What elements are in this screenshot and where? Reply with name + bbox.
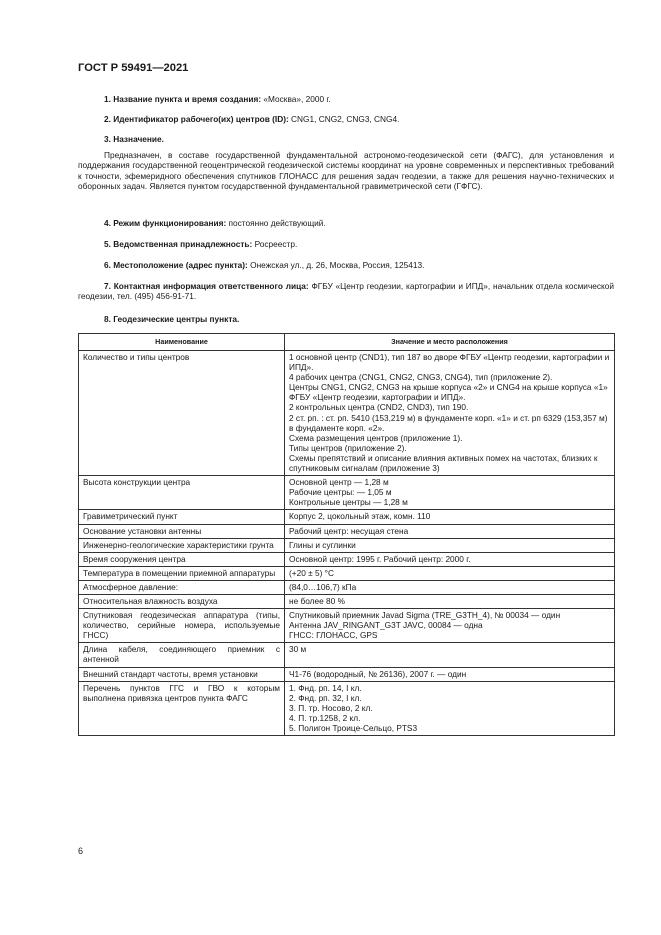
row-value-cell xyxy=(285,580,615,594)
value-line: Антенна JAV_RINGANT_G3T JAVC, 00084 — одна xyxy=(289,620,483,631)
row-name-cell: Гравиметрический пункт xyxy=(79,510,285,524)
value-line: Спутниковый приемник Javad Sigma (TRE_G3TH_4), № 00034 — один xyxy=(289,610,561,621)
value-line: (84,0…106,7) кПа xyxy=(289,581,357,592)
table-row xyxy=(79,566,615,580)
value-line: Основной центр — 1,28 м xyxy=(289,477,389,488)
value-line: Рабочие центры: — 1,05 м xyxy=(289,487,392,498)
value-line: Центры CNG1, CNG2, CNG3 на крыше корпуса «2» и CNG4 на крыше корпуса «1» ФГБУ «Центр геодезии, картографии и ИПД». xyxy=(289,382,608,403)
row-name-cell: Относительная влажность воздуха xyxy=(79,594,285,608)
row-value-cell xyxy=(285,609,615,643)
value-line: Основной центр: 1995 г. Рабочий центр: 2000 г. xyxy=(289,553,471,564)
section-4 xyxy=(78,218,614,228)
value-line: Типы центров (приложение 2). xyxy=(289,442,407,453)
value-line: 2 ст. рп. : ст. рп. 5410 (153,219 м) в фундаменте корп. «1» и ст. рп 6329 (153,357 м) в фундаменте корп. «2». xyxy=(289,412,608,433)
table-row xyxy=(79,524,615,538)
section-text: постоянно действующий. xyxy=(226,218,326,228)
section-text: «Москва», 2000 г. xyxy=(261,94,331,104)
row-name-cell: Температура в помещении приемной аппаратуры xyxy=(79,566,285,580)
row-value-cell xyxy=(285,538,615,552)
value-line: 2 контрольных центра (CND2, CND3), тип 190. xyxy=(289,402,469,413)
section-heading: 6. Местоположение (адрес пункта): xyxy=(104,260,248,270)
value-line: 4. П. тр.1258, 2 кл. xyxy=(289,712,361,723)
value-line: 1 основной центр (CND1), тип 187 во дворе ФГБУ «Центр геодезии, картографии и ИПД». xyxy=(289,352,610,373)
table-row xyxy=(79,552,615,566)
row-name-cell: Основание установки антенны xyxy=(79,524,285,538)
row-value-cell xyxy=(285,476,615,510)
row-name-cell: Спутниковая геодезическая аппаратура (типы, количество, серийные номера, используемые ГНСС) xyxy=(79,609,285,643)
table-row xyxy=(79,667,615,681)
section-2 xyxy=(78,114,614,124)
value-line: Глины и суглинки xyxy=(289,539,356,550)
table-row xyxy=(79,510,615,524)
paragraph-text: Предназначен, в составе государственной фундаментальной астрономо-геодезической сети (ФАГС), для установления и поддержания государственной геоцентрической геодезической системы координат на уровне современных и перспективных требований к точности, эфемеридного обеспечения спутников ГЛОНАСС для решения задач геодезии, а также для решения научно-технических и оборонных задач. Является пунктом государственной фундаментальной гравиметрической сети (ГФГС). xyxy=(78,150,614,191)
section-5 xyxy=(78,239,614,249)
row-name-cell: Инженерно-геологические характеристики грунта xyxy=(79,538,285,552)
section-heading: 5. Ведомственная принадлежность: xyxy=(104,239,253,249)
table-body xyxy=(79,351,615,736)
table-row xyxy=(79,580,615,594)
value-line: ГНСС: ГЛОНАСС, GPS xyxy=(289,630,378,641)
value-line: Схемы препятствий и описание влияния активных помех на частотах, близких к спутниковым сигналам (приложение 3) xyxy=(289,452,598,474)
table-row xyxy=(79,538,615,552)
section-heading: 2. Идентификатор рабочего(их) центров (ID): xyxy=(104,114,289,124)
section-3 xyxy=(78,134,614,144)
row-name-cell: Длина кабеля, соединяющего приемник с антенной xyxy=(79,643,285,667)
value-line: Рабочий центр: несущая стена xyxy=(289,525,409,536)
value-line: (+20 ± 5) °С xyxy=(289,567,334,578)
value-line: Контрольные центры — 1,28 м xyxy=(289,497,408,508)
geodetic-centers-table xyxy=(78,333,615,736)
value-line: не более 80 % xyxy=(289,595,345,606)
document-header: ГОСТ Р 59491—2021 xyxy=(78,62,189,74)
row-name-cell: Высота конструкции центра xyxy=(79,476,285,510)
column-header-value: Значение и место расположения xyxy=(285,334,615,351)
section-text: CNG1, CNG2, CNG3, CNG4. xyxy=(288,114,400,124)
row-name-cell: Внешний стандарт частоты, время установки xyxy=(79,667,285,681)
value-line: 3. П. тр. Носово, 2 кл. xyxy=(289,702,373,713)
row-name-cell: Атмосферное давление: xyxy=(79,580,285,594)
section-6 xyxy=(78,260,614,270)
row-value-cell xyxy=(285,566,615,580)
row-value-cell xyxy=(285,552,615,566)
section-text: Росреестр. xyxy=(252,239,298,249)
row-name-cell: Время сооружения центра xyxy=(79,552,285,566)
section-1 xyxy=(78,94,614,104)
value-line: 1. Фнд. рп. 14, I кл. xyxy=(289,682,362,693)
row-name-cell: Перечень пунктов ГГС и ГВО к которым выполнена привязка центров пункта ФАГС xyxy=(79,681,285,735)
table-row xyxy=(79,476,615,510)
row-value-cell xyxy=(285,594,615,608)
column-header-name: Наименование xyxy=(79,334,285,351)
table-row xyxy=(79,643,615,667)
table-row xyxy=(79,609,615,643)
section-heading: 4. Режим функционирования: xyxy=(104,218,227,228)
section-text: Онежская ул., д. 26, Москва, Россия, 125413. xyxy=(247,260,425,270)
section-text: ФГБУ «Центр геодезии, картографии и ИПД», начальник отдела космической геодезии, тел. (495) 456-91-71. xyxy=(78,281,615,302)
section-8 xyxy=(78,314,614,324)
value-line: 4 рабочих центра (CNG1, CNG2, CNG3, CNG4), тип (приложение 2). xyxy=(289,372,553,383)
value-line: 5. Полигон Троице-Сельцо, PTS3 xyxy=(289,723,418,733)
value-line: Корпус 2, цокольный этаж, комн. 110 xyxy=(289,511,431,522)
value-line: Ч1-76 (водородный, № 26136), 2007 г. — один xyxy=(289,668,467,679)
row-value-cell xyxy=(285,643,615,667)
table-row xyxy=(79,594,615,608)
row-value-cell xyxy=(285,351,615,476)
row-name-cell: Количество и типы центров xyxy=(79,351,285,476)
value-line: Схема размещения центров (приложение 1). xyxy=(289,432,463,443)
section-heading: 7. Контактная информация ответственного лица: xyxy=(104,281,309,291)
section-heading: 1. Название пункта и время создания: xyxy=(104,94,262,104)
table-row xyxy=(79,681,615,735)
row-value-cell xyxy=(285,524,615,538)
value-line: 30 м xyxy=(289,644,307,655)
section-7 xyxy=(78,281,614,302)
table-header-row xyxy=(79,334,615,351)
row-value-cell xyxy=(285,510,615,524)
table-row xyxy=(79,351,615,476)
section-heading: 8. Геодезические центры пункта. xyxy=(104,314,240,324)
row-value-cell xyxy=(285,681,615,735)
section-3-paragraph xyxy=(78,150,614,191)
page-number: 6 xyxy=(78,846,84,856)
value-line: 2. Фнд. рп. 32, I кл. xyxy=(289,692,362,703)
row-value-cell xyxy=(285,667,615,681)
section-heading: 3. Назначение. xyxy=(104,134,164,144)
